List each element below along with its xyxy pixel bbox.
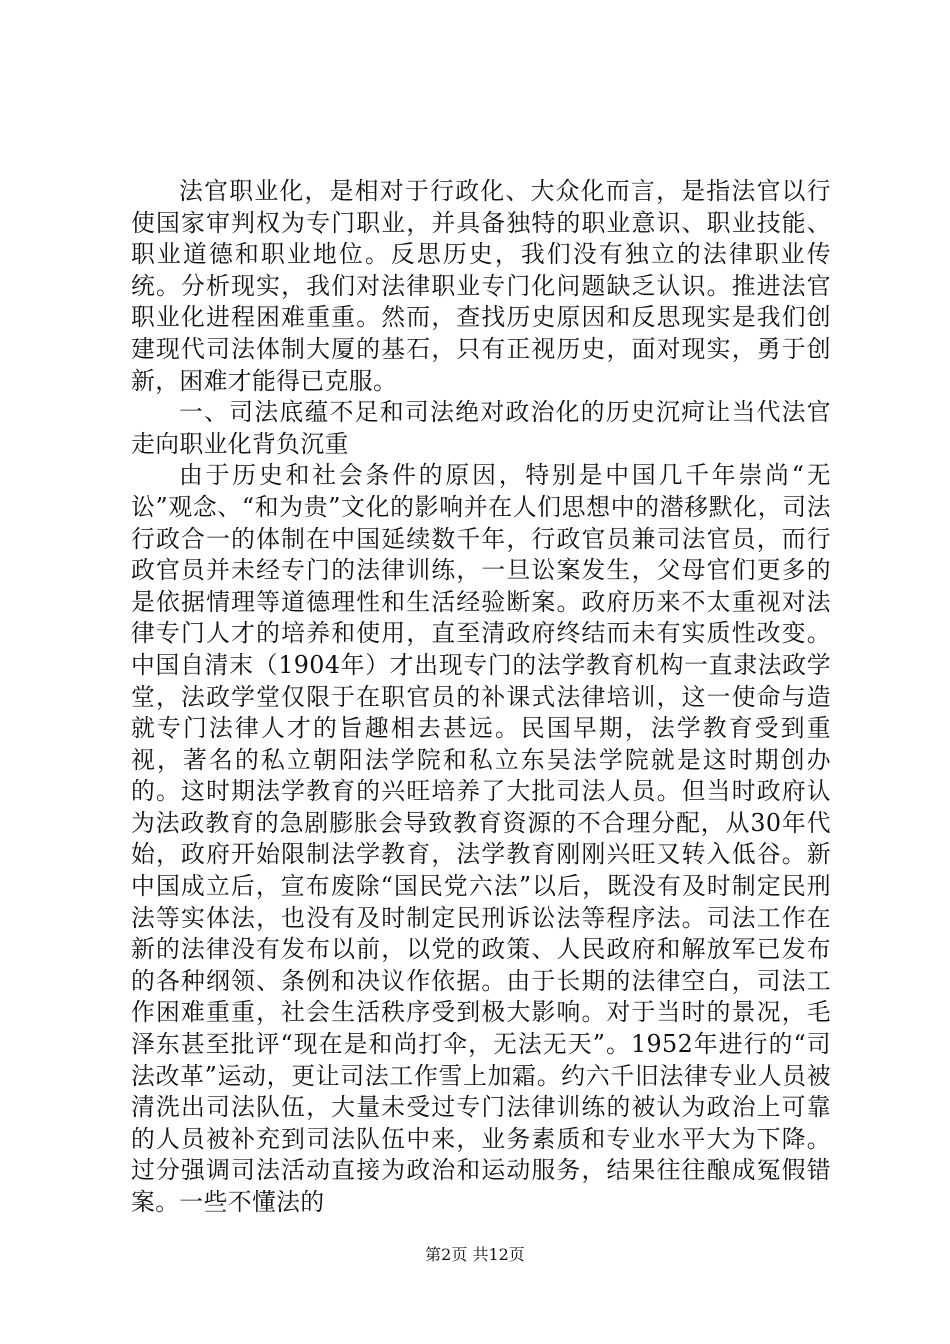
- paragraph-intro: 法官职业化，是相对于行政化、大众化而言，是指法官以行使国家审判权为专门职业，并具备独特的职业意识、职业技能、职业道德和职业地位。反思历史，我们没有独立的法律职业传统。分析现实，我们对法律职业专门化问题缺乏认识。推进法官职业化进程困难重重。然而，查找历史原因和反思现实是我们创建现代司法体制大厦的基石，只有正视历史，面对现实，勇于创新，困难才能得已克服。: [131, 177, 831, 395]
- document-body: [131, 176, 831, 1219]
- paragraph-history: 由于历史和社会条件的原因，特别是中国几千年崇尚“无讼”观念、“和为贵”文化的影响并在人们思想中的潜移默化，司法行政合一的体制在中国延续数千年，行政官员兼司法官员，而行政官员并未经专门的法律训练，一旦讼案发生，父母官们更多的是依据情理等道德理性和生活经验断案。政府历来不太重视对法律专门人才的培养和使用，直至清政府终结而未有实质性改变。中国自清末（1904年）才出现专门的法学教育机构一直隶法政学堂，法政学堂仅限于在职官员的补课式法律培训，这一使命与造就专门法律人才的旨趣相去甚远。民国早期，法学教育受到重视，著名的私立朝阳法学院和私立东吴法学院就是这时期创办的。这时期法学教育的兴旺培养了大批司法人员。但当时政府认为法政教育的急剧膨胀会导致教育资源的不合理分配，从30年代始，政府开始限制法学教育，法学教育刚刚兴旺又转入低谷。新中国成立后，宣布废除“国民党六法”以后，既没有及时制定民刑法等实体法，也没有及时制定民刑诉讼法等程序法。司法工作在新的法律没有发布以前，以党的政策、人民政府和解放军已发布的各种纲领、条例和决议作依据。由于长期的法律空白，司法工作困难重重，社会生活秩序受到极大影响。对于当时的景况，毛泽东甚至批评“现在是和尚打伞，无法无天”。1952年进行的“司法改革”运动，更让司法工作雪上加霜。约六千旧法律专业人员被清洗出司法队伍，大量未受过专门法律训练的被认为政治上可靠的人员被补充到司法队伍中来，业务素质和专业水平大为下降。过分强调司法活动直接为政治和运动服务，结果往往酿成冤假错案。一些不懂法的: [131, 461, 831, 1216]
- section-heading: 一、司法底蕴不足和司法绝对政治化的历史沉疴让当代法官走向职业化背负沉重: [131, 398, 831, 458]
- page-footer: 第2页 共12页: [425, 1245, 525, 1264]
